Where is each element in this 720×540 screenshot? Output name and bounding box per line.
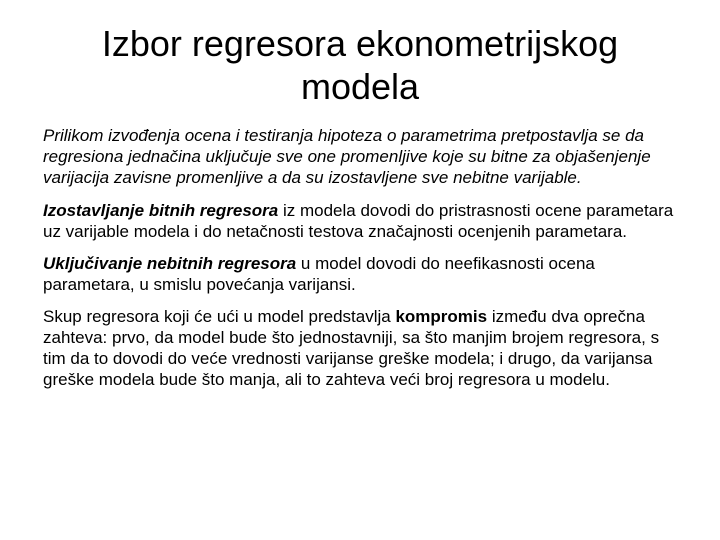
omitted-regressors-text: iz modela dovodi do pristrasnosti ocene parametara uz varijable modela i do netačnosti testova značajnosti ocenjenih parametara.: [43, 201, 674, 241]
slide-title: Izbor regresora ekonometrijskog modela: [101, 23, 619, 108]
irrelevant-regressors-text: u model dovodi do neefikasnosti ocena parametara, u smislu povećanja varijansi.: [43, 254, 595, 294]
paragraph-compromise: [43, 306, 683, 390]
paragraph-irrelevant-regressors: [43, 253, 683, 295]
paragraph-assumption: [43, 125, 683, 188]
paragraph-omitted-regressors: [43, 200, 683, 242]
compromise-term: kompromis: [395, 307, 488, 326]
slide-body: [43, 125, 683, 401]
irrelevant-regressors-term: Uključivanje nebitnih regresora: [43, 254, 297, 273]
compromise-text-before: Skup regresora koji će ući u model predstavlja: [43, 307, 396, 326]
compromise-text-after: između dva oprečna zahteva: prvo, da model bude što jednostavniji, sa što manjim brojem regresora, s tim da to dovodi do veće vrednosti varijanse greške modela; i drugo, da varijansa greške modela bude što manja, ali to zahteva veći broj regresora u modelu.: [43, 307, 660, 389]
paragraph-assumption-text: Prilikom izvođenja ocena i testiranja hipoteza o parametrima pretpostavlja se da regresiona jednačina uključuje sve one promenljive koje su bitne za objašenjenje varijacija zavisne promenljive a da su izostavljene sve nebitne varijable.: [43, 126, 651, 187]
omitted-regressors-term: Izostavljanje bitnih regresora: [43, 201, 279, 220]
